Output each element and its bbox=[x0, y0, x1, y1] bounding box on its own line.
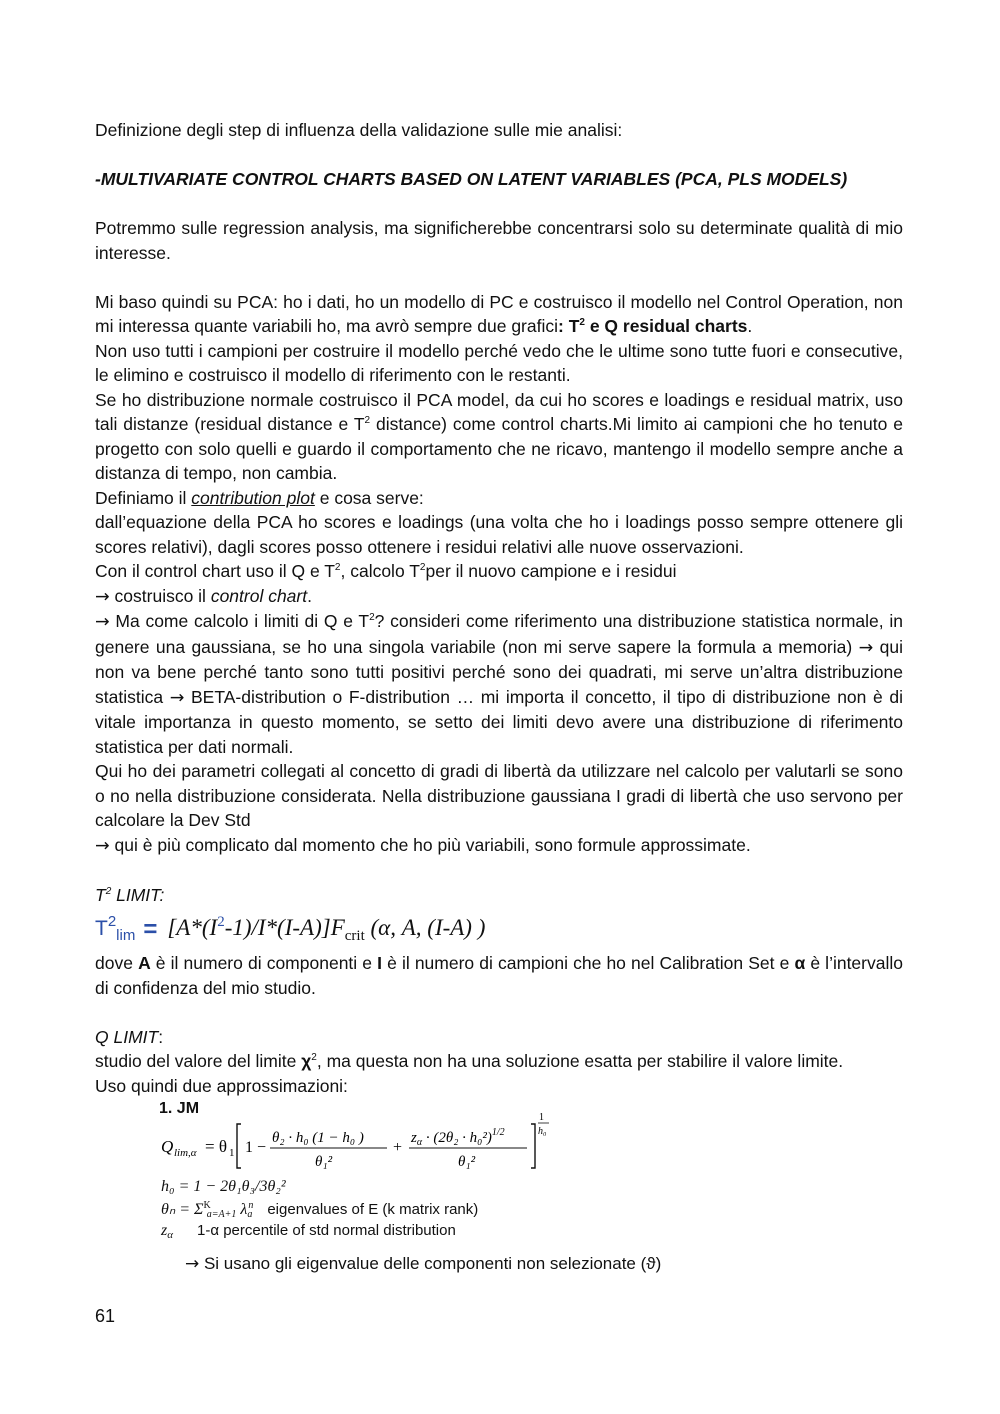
section-heading: -MULTIVARIATE CONTROL CHARTS BASED ON LATENT VARIABLES (PCA, PLS MODELS) bbox=[95, 169, 848, 189]
paragraph-q-limit: studio del valore del limite $\chi^2$, ma questa non ha una soluzione esatta per stabilire il valore limite. bbox=[95, 1051, 844, 1071]
paragraph-regression: Potremmo sulle regression analysis, ma significherebbe concentrarsi solo su determinate qualità di mio interesse. bbox=[95, 218, 903, 263]
jm-h0-line: h₀ = 1 − 2θ₁θ₃/3θ₂² bbox=[161, 1178, 286, 1195]
q-limit-label: Q LIMIT: bbox=[95, 1026, 164, 1047]
paragraph-limits: → Ma come calcolo i limiti di Q e $T^2$? consideri come riferimento una distribuzione statistica normale, in genere una gaussiana, se ho una singola variabile (non mi serve sapere la formula a memoria) → qui non va bene perché tanto sono tutti positivi perché sono dei quadrati, mi serve un’altra distribuzione statistica → BETA-distribution o F-distribution … mi importa il concetto, il tipo di distribuzione non è di vitale importanza in questo momento, se setto dei limiti devo avere una distribuzione di riferimento statistica per dati normali. bbox=[95, 611, 903, 757]
svg-text:= θ: = θ bbox=[205, 1137, 227, 1156]
paragraph-contribution: Definiamo il contribution plot e cosa serve: bbox=[95, 487, 424, 508]
paragraph-approximations: Uso quindi due approssimazioni: bbox=[95, 1075, 348, 1096]
paragraph-distribution: Se ho distribuzione normale costruisco il PCA model, da cui ho scores e loadings e residual matrix, uso tali distanze (residual distance e $T^2$ distance) come control charts.Mi limito ai campioni che ho tenuto e progetto con solo quelli e guardo il comportamento che ne ricavo, mantengo il modello sempre anche a distanza di tempo, non cambia. bbox=[95, 389, 903, 483]
jm-z-line: zα 1-α percentile of std normal distribution bbox=[161, 1222, 456, 1241]
paragraph-approx: → qui è più complicato dal momento che ho più variabili, sono formule approssimate. bbox=[95, 834, 751, 856]
arrow-icon: → bbox=[95, 835, 110, 856]
svg-text:h₀: h₀ bbox=[538, 1126, 547, 1137]
paragraph-degrees-freedom: Qui ho dei parametri collegati al concetto di gradi di libertà da utilizzare nel calcolo per valutarli se sono o no nella distribuzione considerata. Nella distribuzione gaussiana I gradi di libertà che uso servono per calcolare la Dev Std bbox=[95, 761, 903, 830]
footnote-eigenvalues: → Si usano gli eigenvalue delle componenti non selezionate (ϑ) bbox=[185, 1254, 662, 1274]
arrow-icon: → bbox=[858, 637, 874, 658]
intro-paragraph: Definizione degli step di influenza della validazione sulle mie analisi: bbox=[95, 120, 623, 140]
svg-text:θ₁²: θ₁² bbox=[315, 1154, 333, 1170]
paragraph-build-chart: → costruisco il control chart. bbox=[95, 585, 312, 607]
jm-title: 1. JM bbox=[159, 1100, 200, 1117]
arrow-icon: → bbox=[95, 586, 110, 607]
svg-text:+: + bbox=[393, 1139, 403, 1156]
paragraph-control-chart: Con il control chart uso il Q e $T^2$, calcolo $T^2per$ il nuovo campione e i residui bbox=[95, 561, 677, 581]
paragraph-samples: Non uso tutti i campioni per costruire il modello perché vedo che le ultime sono tutte fuori e consecutive, le elimino e costruisco il modello di riferimento con le restanti. bbox=[95, 340, 903, 385]
page-number: 61 bbox=[95, 1306, 116, 1326]
jm-formula-block bbox=[155, 1100, 615, 1250]
arrow-icon: → bbox=[185, 1254, 200, 1274]
page-body bbox=[95, 118, 903, 1098]
svg-text:1: 1 bbox=[229, 1147, 235, 1159]
svg-text:lim,α: lim,α bbox=[174, 1147, 197, 1159]
paragraph-pca: Mi baso quindi su PCA: ho i dati, ho un modello di PC e costruisco il modello nel Control Operation, non mi interessa quante variabili ho, ma avrò sempre due grafici: $T^2$ e Q residual charts. bbox=[95, 291, 903, 336]
t2-limit-label: $T^2$ LIMIT: bbox=[95, 884, 165, 905]
arrow-icon: → bbox=[95, 612, 110, 632]
svg-text:θ₂ · h₀ (1 − h₀ ): θ₂ · h₀ (1 − h₀ ) bbox=[272, 1130, 364, 1146]
svg-text:Q: Q bbox=[161, 1137, 174, 1156]
jm-theta-line: $\theta_n = \Sigma^Ka=A+1$ $\lambda a^n$ eigenvalues of E (k matrix rank) bbox=[161, 1200, 479, 1220]
svg-text:zα · (2θ₂ · h₀²)1/2: $z_\alpha \cdot (2\theta_2 \cdot h_0^2)^{1/2}$ bbox=[411, 1127, 505, 1148]
paragraph-pca-equation: dall’equazione della PCA ho scores e loadings (una volta che ho i loadings posso sempre ottenere gli scores relativi), dagli scores posso ottenere i residui relativi alle nuove osservazioni. bbox=[95, 512, 903, 557]
svg-text:θ₁²: θ₁² bbox=[458, 1154, 476, 1170]
paragraph-t2-explanation: dove A è il numero di componenti e I è il numero di campioni che ho nel Calibration Set e α è l’intervallo di confidenza del mio studio. bbox=[95, 953, 903, 998]
jm-q-limit-formula bbox=[155, 1106, 615, 1186]
svg-text:1: 1 bbox=[539, 1112, 544, 1123]
arrow-icon: → bbox=[169, 687, 185, 708]
t2-limit-formula: $T^2_{lim}$ = $[A*(I^2-1)/I*(I-A)]F_{crit}$ (α, A, (I-A) ) bbox=[95, 912, 486, 944]
svg-text:1 −: 1 − bbox=[245, 1139, 267, 1156]
